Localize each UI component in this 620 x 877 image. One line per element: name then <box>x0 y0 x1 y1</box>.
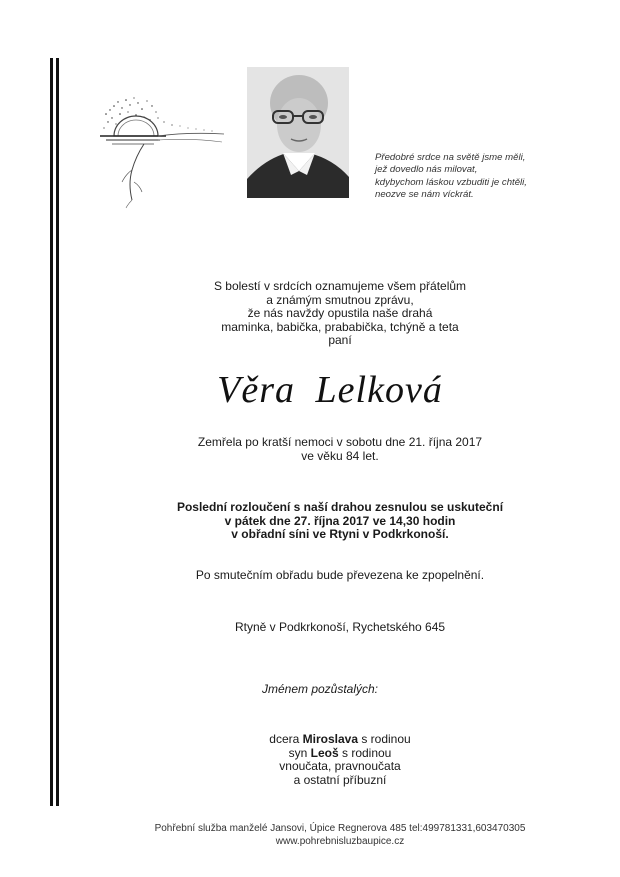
intro-line: S bolestí v srdcích oznamujeme všem přátelům <box>213 279 467 293</box>
death-line: Zemřela po kratší nemoci v sobotu dne 21. října 2017 <box>197 435 483 449</box>
farewell-line: v obřadní síni ve Rtyni v Podkrkonoší. <box>231 527 449 541</box>
farewell-line: v pátek dne 27. října 2017 ve 14,30 hodin <box>224 513 456 528</box>
intro-line: že nás navždy opustila naše drahá <box>247 306 433 320</box>
family-line: vnoučata, pravnoučata <box>279 759 401 773</box>
poem-line: Předobré srdce na světě jsme měli, <box>375 152 526 163</box>
poem-line: neozve se nám víckrát. <box>375 189 474 201</box>
footer-contact: Pohřební služba manželé Jansovi, Úpice Regnerova 485 tel:499781331,603470305 <box>154 823 526 834</box>
on-behalf-heading: Jménem pozůstalých: <box>261 682 379 696</box>
death-info <box>70 436 610 463</box>
intro-line: paní <box>328 333 352 347</box>
cremation-note: Po smutečním obřadu bude převezena ke zpopelnění. <box>195 568 485 582</box>
poem <box>375 152 565 202</box>
family-member-son <box>70 747 610 761</box>
poem-line: kdybychom láskou vzbuditi je chtěli, <box>375 176 527 188</box>
farewell-info <box>70 501 610 542</box>
member-name: Leoš <box>310 745 339 760</box>
family-line: a ostatní příbuzní <box>293 772 387 787</box>
portrait-photo <box>247 67 349 198</box>
poem-line: jež dovedlo nás milovat, <box>375 164 478 176</box>
relation-label: syn <box>288 745 311 760</box>
intro-line: maminka, babička, prababička, tchýně a teta <box>221 319 459 334</box>
member-name: Miroslava <box>302 732 358 746</box>
intro-line: a známým smutnou zprávu, <box>266 292 414 307</box>
farewell-line: Poslední rozloučení s naší drahou zesnulou se uskuteční <box>176 500 504 514</box>
family-member-daughter <box>70 733 610 747</box>
relation-suffix: s rodinou <box>338 745 392 760</box>
announcement-intro <box>70 280 610 348</box>
relation-suffix: s rodinou <box>358 732 411 746</box>
sunset-emblem-icon <box>92 92 232 212</box>
death-line: ve věku 84 let. <box>301 448 379 463</box>
deceased-name: Věra Lelková <box>217 369 443 411</box>
family-address: Rtyně v Podkrkonoší, Rychetského 645 <box>234 620 446 634</box>
footer-website: www.pohrebnisluzbaupice.cz <box>275 836 405 847</box>
funeral-service-footer <box>70 822 610 848</box>
relation-label: dcera <box>269 732 303 746</box>
family-list <box>70 733 610 787</box>
